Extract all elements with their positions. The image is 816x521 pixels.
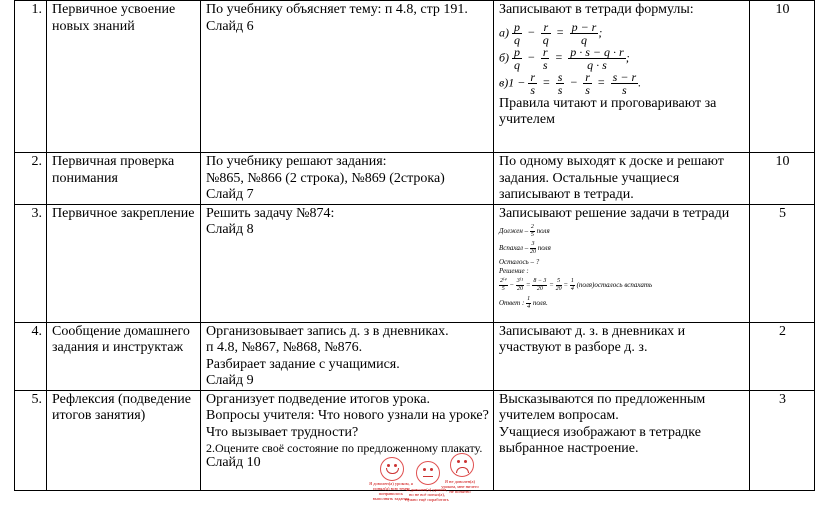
table-row — [15, 390, 815, 490]
fraction: $\frac{r}{s}$ — [585, 69, 590, 97]
minutes: 10 — [750, 153, 815, 205]
student-activity: По одному выходят к доске и решают задания. Остальные учащиеся записывают в тетради. — [494, 153, 750, 205]
stage-name: Первичное усвоение новых знаний — [47, 1, 201, 153]
stage-name: Первичное закрепление — [47, 204, 201, 322]
sad-face-icon — [450, 453, 474, 477]
minutes: 5 — [750, 204, 815, 322]
stage-name: Сообщение домашнего задания и инструктаж — [47, 322, 201, 390]
neutral-face-icon — [416, 461, 440, 485]
stage-name: Рефлексия (подведение итогов занятия) — [47, 390, 201, 490]
fraction: $\frac{p - r}{q}$ — [571, 19, 597, 47]
formulas-outro: Правила читают и проговаривают за учителем — [499, 95, 717, 127]
teacher-activity: Организовывает запись д. з в дневниках. п 4.8, №867, №868, №876. Разбирает задание с учащимися. Слайд 9 — [201, 322, 494, 390]
student-activity — [494, 1, 750, 153]
row-number: 2. — [15, 153, 47, 205]
fraction: $\frac{s}{s}$ — [557, 69, 563, 97]
task-solution: Должен – $\frac{2}{5}$ поля Вспахал – $\frac{3}{20}$ поля Осталось – ? Решение : $\frac{\text{2⁽⁴}}{5}$ − $\frac{\text{3⁽¹}}{20}$ = $\frac{8 - 3}{20}$ = $\frac{5}{20}$ = $\frac{1}{4}$ (поля)осталось вспахать Ответ : $\frac{1}{4}$ поля. — [499, 224, 653, 310]
lesson-plan-table — [14, 0, 815, 491]
fraction: $\frac{p}{q}$ — [514, 19, 520, 47]
fraction: $\frac{r}{q}$ — [542, 19, 549, 47]
row-number: 5. — [15, 390, 47, 490]
student-activity: Высказываются по предложенным учителем вопросам. Учащиеся изображают в тетрадке выбранное настроение. — [494, 390, 750, 490]
row-number: 3. — [15, 204, 47, 322]
row-number: 1. — [15, 1, 47, 153]
formula-a: а) $\frac{p}{q}$ − $\frac{r}{q}$ = $\frac{p - r}{q}$ ; — [499, 19, 603, 47]
table-row — [15, 1, 815, 153]
fraction: $\frac{s - r}{s}$ — [612, 69, 637, 97]
minutes: 3 — [750, 390, 815, 490]
neutral-caption: Я доволен(а) уроком, но не всё понял(а), нужно ещё поработать — [405, 487, 449, 502]
fraction: $\frac{r}{s}$ — [542, 44, 548, 72]
minutes: 2 — [750, 322, 815, 390]
teacher-activity: Организует подведение итогов урока. Вопросы учителя: Что нового узнали на уроке? Что вызывает трудности? 2.Оцените своё состояние по предложенному плакату. Слайд 10 — [201, 390, 494, 490]
table-row — [15, 153, 815, 205]
formula-c: в)1 − $\frac{r}{s}$ = $\frac{s}{s}$ − $\frac{r}{s}$ = $\frac{s - r}{s}$ . — [499, 69, 642, 97]
happy-caption: Я доволен(а) уроком, я понял(а) всю тему, понравилось выполнять задания — [369, 481, 413, 501]
minutes: 10 — [750, 1, 815, 153]
happy-face-icon — [380, 457, 404, 481]
table-row — [15, 322, 815, 390]
sad-caption: Я не доволен(а) уроком, мне ничего не понятно — [441, 479, 479, 494]
formulas-intro: Записывают в тетради формулы: — [499, 2, 694, 17]
fraction: $\frac{p}{q}$ — [514, 44, 521, 72]
fraction: $\frac{r}{s}$ — [530, 69, 535, 97]
student-activity: Записывают д. з. в дневниках и участвуют в разборе д. з. — [494, 322, 750, 390]
formula-b: б) $\frac{p}{q}$ − $\frac{r}{s}$ = $\frac{p \cdot s - q \cdot r}{q \cdot s}$ ; — [499, 44, 630, 72]
fraction: $\frac{p \cdot s - q \cdot r}{q \cdot s}$ — [570, 44, 624, 72]
teacher-activity: Решить задачу №874: Слайд 8 — [201, 204, 494, 322]
teacher-activity: По учебнику объясняет тему: п 4.8, стр 191. Слайд 6 — [201, 1, 494, 153]
student-activity: Записывают решение задачи в тетради Должен – $\frac{2}{5}$ поля Вспахал – $\frac{3}{20}$ поля Осталось – ? Решение : $\frac{\text{2⁽⁴}}{5}$ − $\frac{\text{3⁽¹}}{20}$ = $\frac{8 - 3}{20}$ = $\frac{5}{20}$ = $\frac{1}{4}$ (поля)осталось вспахать Ответ : $\frac{1}{4}$ поля. — [494, 204, 750, 322]
stage-name: Первичная проверка понимания — [47, 153, 201, 205]
row-number: 4. — [15, 322, 47, 390]
table-row — [15, 204, 815, 322]
teacher-activity: По учебнику решают задания: №865, №866 (2 строка), №869 (2строка) Слайд 7 — [201, 153, 494, 205]
